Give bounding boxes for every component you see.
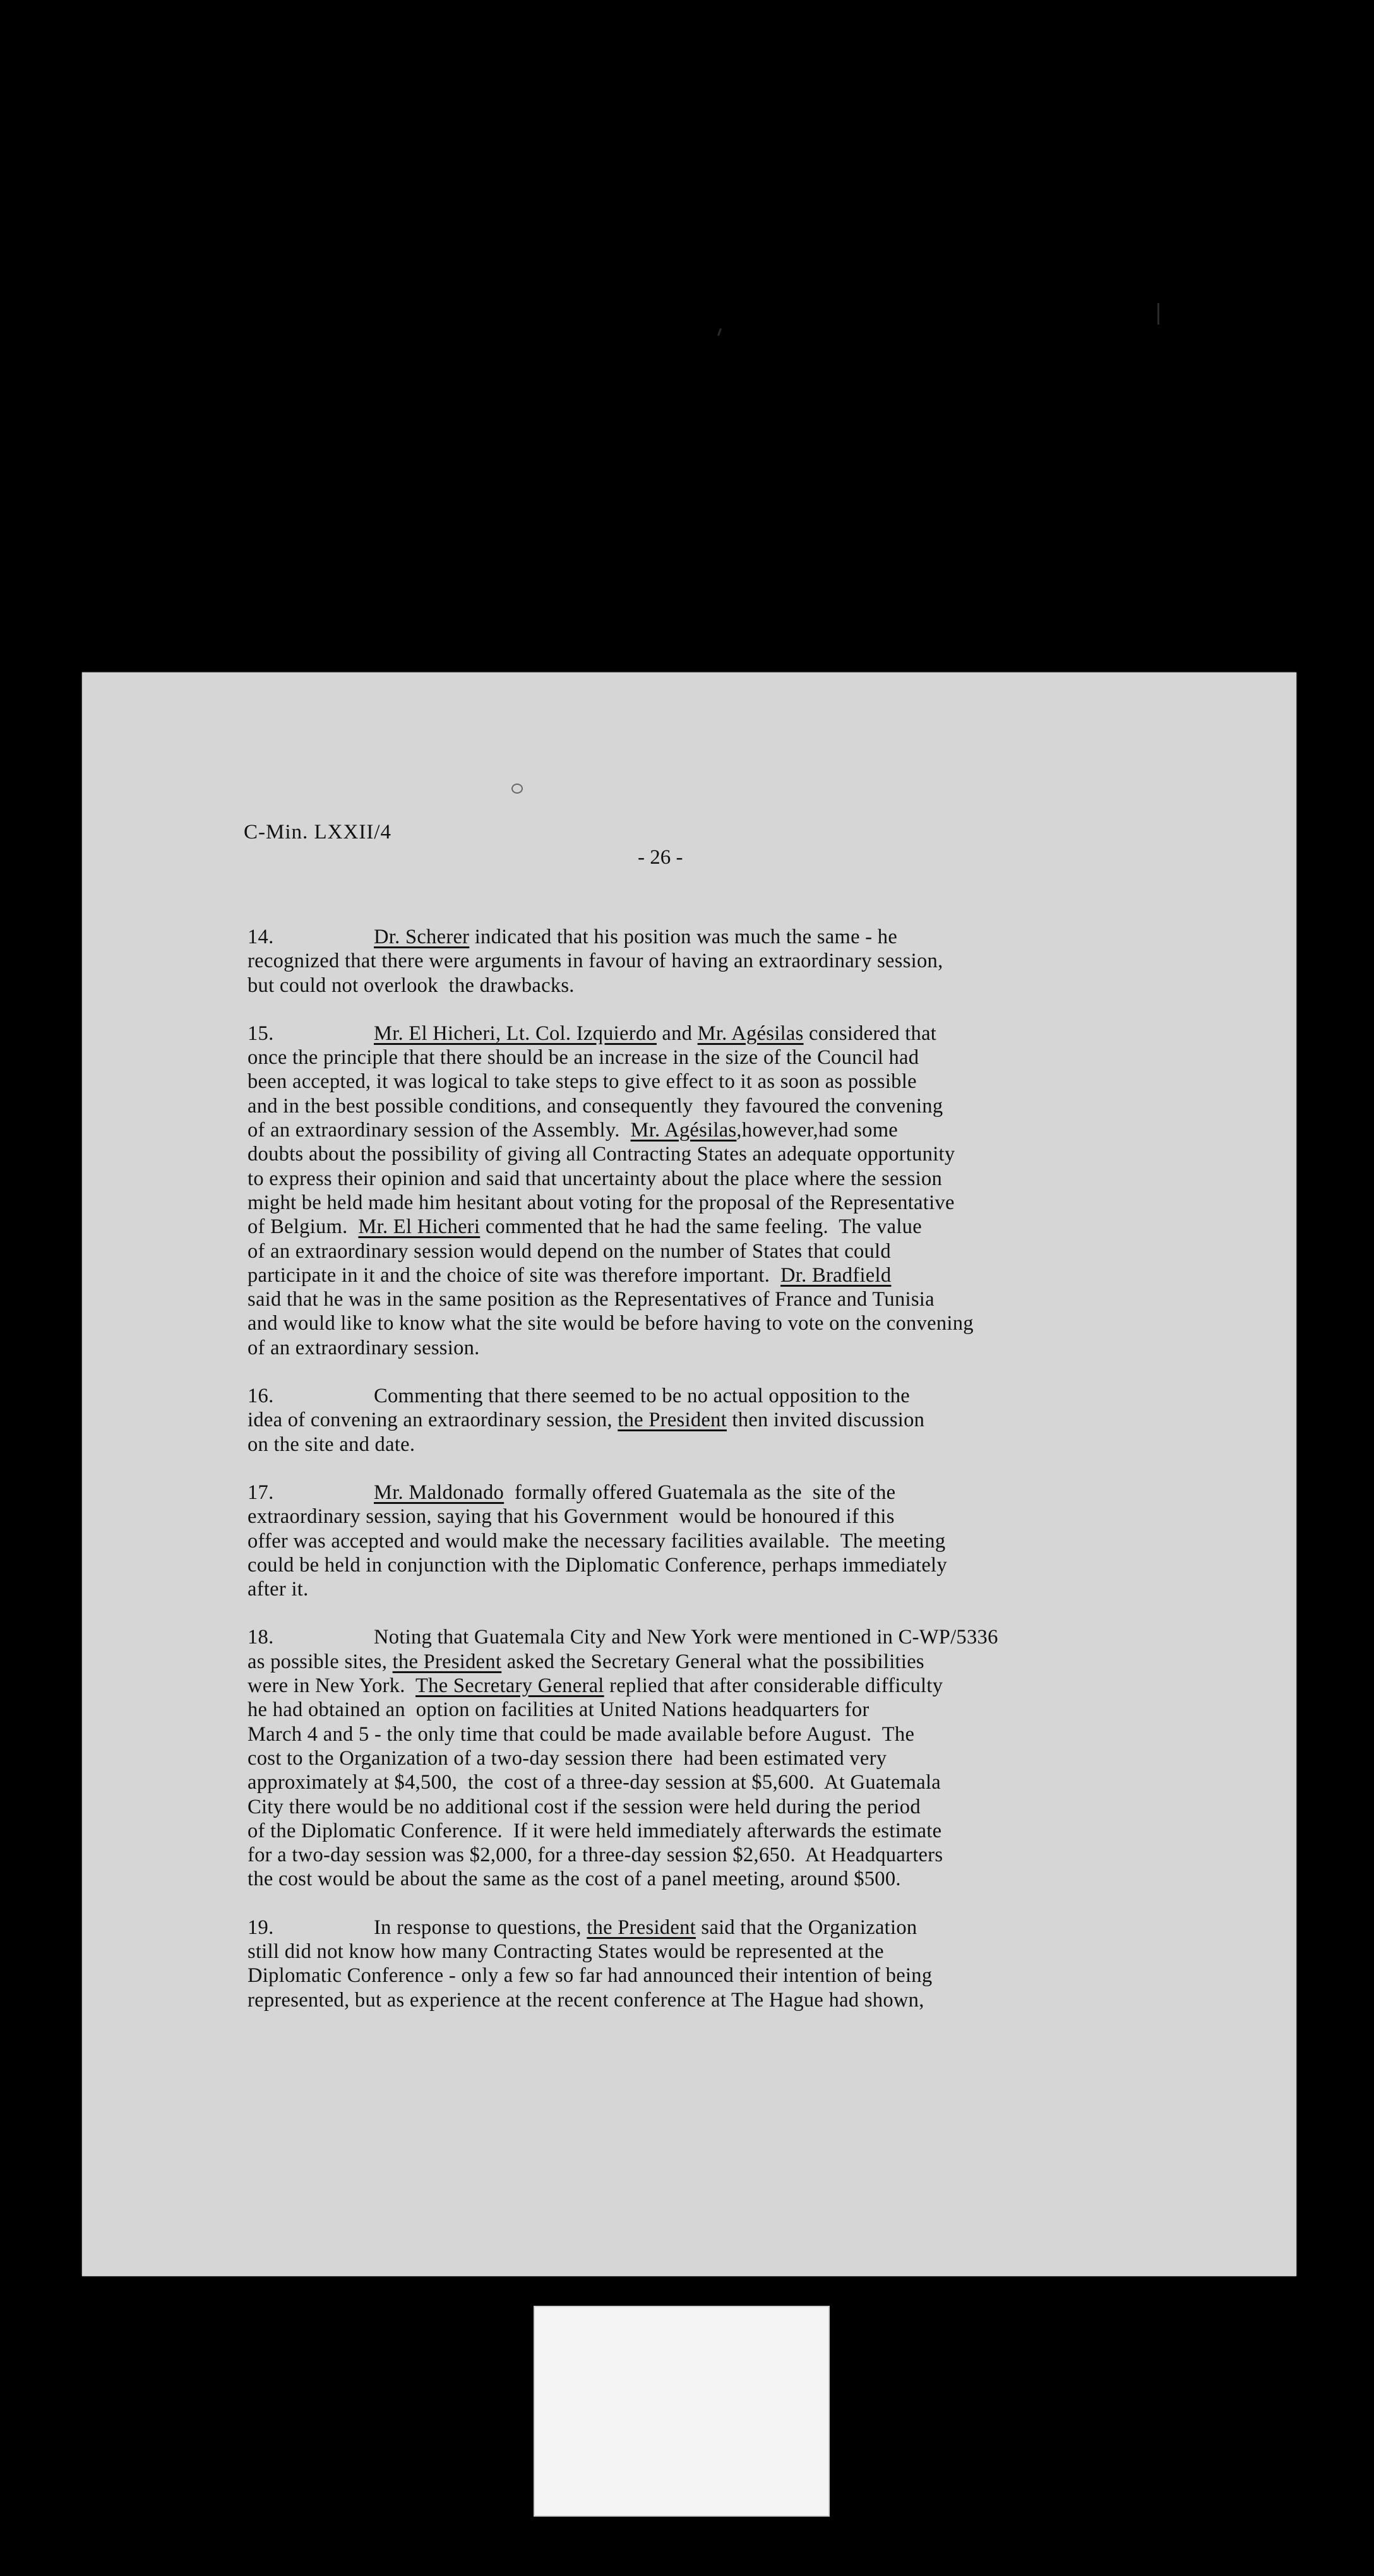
blank-card — [534, 2306, 830, 2517]
speaker-name: Mr. El Hicheri — [358, 1215, 481, 1239]
text-run: cost to the Organization of a two-day session there had been estimated very — [248, 1746, 887, 1770]
paragraph — [248, 1384, 1258, 1457]
text-run: extraordinary session, saying that his Government would be honoured if this — [248, 1505, 895, 1529]
text-line — [248, 1336, 1258, 1360]
paragraph-number: 14. — [248, 926, 274, 948]
text-line — [248, 1698, 1258, 1722]
scan-artifact-dot — [717, 328, 722, 336]
text-line — [248, 1795, 1258, 1819]
text-line — [248, 1433, 1258, 1457]
text-line — [248, 1167, 1258, 1191]
text-run: the cost would be about the same as the cost of a panel meeting, around $500. — [248, 1868, 901, 1891]
speaker-name: The Secretary General — [415, 1674, 604, 1698]
paragraph — [248, 1481, 1258, 1601]
text-run: Commenting that there seemed to be no actual opposition to the — [374, 1385, 910, 1408]
document-reference: C-Min. LXXII/4 — [244, 821, 391, 844]
text-run: he had obtained an option on facilities at United Nations headquarters for — [248, 1698, 869, 1722]
speaker-name: Mr. Agésilas — [630, 1119, 737, 1142]
text-run: commented that he had the same feeling. The value — [480, 1215, 922, 1239]
text-line — [248, 925, 1258, 949]
text-run: asked the Secretary General what the possibilities — [501, 1650, 924, 1673]
page-number: - 26 - — [638, 846, 683, 869]
text-line — [248, 1770, 1258, 1794]
text-line — [248, 1940, 1258, 1964]
text-run: ,however,had some — [736, 1119, 899, 1142]
text-run: indicated that his position was much the same - he — [469, 926, 898, 948]
text-line — [248, 1408, 1258, 1432]
text-run: recognized that there were arguments in favour of having an extraordinary session, — [248, 950, 943, 973]
text-run: to express their opinion and said that uncertainty about the place where the session — [248, 1167, 943, 1190]
text-line — [248, 1142, 1258, 1166]
text-line — [248, 1625, 1258, 1649]
text-line — [248, 1964, 1258, 1988]
text-run: were in New York. — [248, 1674, 415, 1698]
paragraph-number: 15. — [248, 1022, 274, 1045]
text-line — [248, 1046, 1258, 1070]
text-line — [248, 1311, 1258, 1335]
text-run: on the site and date. — [248, 1433, 415, 1456]
minutes-body — [248, 925, 1258, 2036]
text-run: and — [656, 1022, 698, 1045]
text-line — [248, 1650, 1258, 1674]
paragraph-number: 16. — [248, 1385, 274, 1408]
text-run: of the Diplomatic Conference. If it were held immediately afterwards the estimate — [248, 1819, 942, 1842]
text-line — [248, 1867, 1258, 1891]
text-run: Noting that Guatemala City and New York were mentioned in C-WP/5336 — [374, 1626, 998, 1649]
text-line — [248, 1819, 1258, 1843]
text-run: but could not overlook the drawbacks. — [248, 974, 575, 997]
text-run: of an extraordinary session. — [248, 1336, 480, 1359]
speaker-name: Mr. Agésilas — [697, 1022, 804, 1045]
text-line — [248, 1988, 1258, 2012]
speaker-name: the President — [618, 1409, 727, 1432]
pen-mark — [511, 784, 523, 794]
text-run: as possible sites, — [248, 1650, 393, 1673]
text-run: said that the Organization — [695, 1916, 917, 1939]
text-line — [248, 1239, 1258, 1263]
text-line — [248, 1384, 1258, 1408]
speaker-name: Mr. Maldonado — [374, 1481, 505, 1504]
speaker-name: the President — [392, 1650, 502, 1673]
text-line — [248, 1118, 1258, 1142]
text-line — [248, 1094, 1258, 1118]
text-line — [248, 1553, 1258, 1577]
text-run: might be held made him hesitant about voting for the proposal of the Representative — [248, 1191, 955, 1214]
text-run: considered that — [803, 1022, 937, 1045]
text-line — [248, 1746, 1258, 1770]
text-run: once the principle that there should be an increase in the size of the Council had — [248, 1046, 919, 1070]
speaker-name: Mr. El Hicheri, Lt. Col. Izquierdo — [374, 1022, 657, 1045]
speaker-name: Dr. Scherer — [374, 926, 470, 948]
paragraph — [248, 1022, 1258, 1360]
text-run: doubts about the possibility of giving all Contracting States an adequate opportunity — [248, 1143, 955, 1166]
text-run: City there would be no additional cost if the session were held during the period — [248, 1795, 921, 1818]
paragraph-number: 18. — [248, 1626, 274, 1649]
text-line — [248, 1505, 1258, 1529]
text-run: represented, but as experience at the recent conference at The Hague had shown, — [248, 1988, 924, 2012]
text-run: In response to questions, — [374, 1916, 587, 1939]
text-run: formally offered Guatemala as the site of the — [504, 1481, 896, 1504]
text-line — [248, 1916, 1258, 1940]
text-line — [248, 1215, 1258, 1239]
text-line — [248, 1674, 1258, 1698]
text-run: Diplomatic Conference - only a few so far had announced their intention of being — [248, 1964, 933, 1988]
text-line — [248, 1287, 1258, 1311]
text-line — [248, 1577, 1258, 1601]
speaker-name: the President — [587, 1916, 696, 1939]
speaker-name: Dr. Bradfield — [780, 1263, 892, 1287]
text-line — [248, 974, 1258, 998]
document-page — [82, 672, 1296, 2276]
paragraph-number: 19. — [248, 1916, 274, 1939]
text-run: and in the best possible conditions, and consequently they favoured the convening — [248, 1094, 943, 1118]
text-line — [248, 1843, 1258, 1867]
scan-artifact-line — [1157, 303, 1159, 325]
text-run: for a two-day session was $2,000, for a three-day session $2,650. At Headquarters — [248, 1844, 943, 1867]
text-run: participate in it and the choice of site was therefore important. — [248, 1263, 781, 1287]
text-line — [248, 1263, 1258, 1287]
text-run: of Belgium. — [248, 1215, 359, 1239]
text-run: could be held in conjunction with the Diplomatic Conference, perhaps immediately — [248, 1553, 947, 1577]
text-run: after it. — [248, 1578, 309, 1601]
text-run: replied that after considerable difficulty — [604, 1674, 943, 1698]
text-run: been accepted, it was logical to take steps to give effect to it as soon as possible — [248, 1070, 917, 1094]
text-line — [248, 1022, 1258, 1046]
text-run: approximately at $4,500, the cost of a three-day session at $5,600. At Guatemala — [248, 1771, 941, 1794]
text-run: offer was accepted and would make the necessary facilities available. The meeting — [248, 1529, 946, 1553]
paragraph-number: 17. — [248, 1481, 274, 1504]
paragraph — [248, 1916, 1258, 2012]
text-run: idea of convening an extraordinary session, — [248, 1409, 618, 1432]
text-run: and would like to know what the site would be before having to vote on the convening — [248, 1312, 974, 1335]
text-run: said that he was in the same position as the Representatives of France and Tunisia — [248, 1288, 935, 1311]
text-line — [248, 1722, 1258, 1746]
text-line — [248, 1481, 1258, 1505]
text-run: still did not know how many Contracting States would be represented at the — [248, 1940, 884, 1963]
text-line — [248, 1070, 1258, 1094]
text-run: of an extraordinary session of the Assembly. — [248, 1119, 631, 1142]
text-run: then invited discussion — [726, 1409, 925, 1432]
text-line — [248, 949, 1258, 973]
text-run: of an extraordinary session would depend on the number of States that could — [248, 1239, 891, 1263]
text-line — [248, 1529, 1258, 1553]
text-run: March 4 and 5 - the only time that could be made available before August. The — [248, 1722, 915, 1746]
paragraph — [248, 1625, 1258, 1891]
text-line — [248, 1191, 1258, 1215]
paragraph — [248, 925, 1258, 998]
